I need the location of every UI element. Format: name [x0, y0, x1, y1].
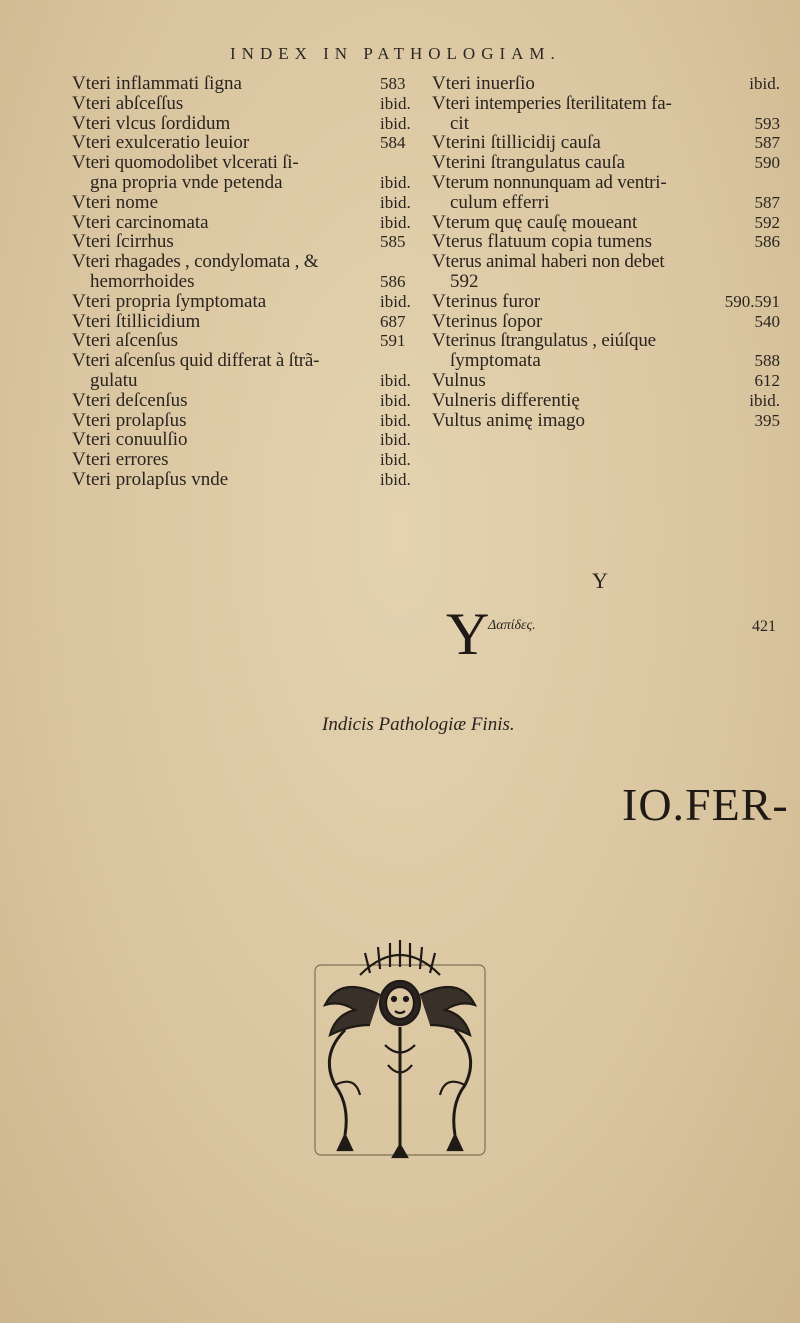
index-entry: Vteri quomodolibet vlcerati ſi-	[72, 152, 299, 174]
index-entry: Vteri exulceratio leuior 584	[72, 132, 406, 154]
index-entry: Vteri aſcenſus quid differat à ſtrã-	[72, 350, 320, 372]
index-entry: Vteri propria ſymptomata ibid.	[72, 290, 411, 312]
index-entry: Vterini ſtillicidij cauſa 587	[432, 132, 780, 154]
drop-initial: Y	[446, 601, 490, 667]
index-entry: Vteri ſcirrhus 585	[72, 231, 406, 253]
greek-entry-page: 421	[752, 618, 776, 635]
index-entry: Vterus animal haberi non debet	[432, 251, 665, 273]
index-entry: hemorrhoides 586	[90, 270, 406, 292]
index-entry: Vteri conuulſio ibid.	[72, 429, 411, 451]
index-entry: Vteri abſceſſus ibid.	[72, 92, 411, 114]
index-entry: Vultus animę imago 395	[432, 409, 780, 431]
index-entry: ſymptomata 588	[450, 350, 780, 372]
index-entry: Vterum nonnunquam ad ventri-	[432, 171, 667, 193]
index-entry: Vteri prolapſus vnde ibid.	[72, 468, 411, 490]
index-entry: Vteri prolapſus ibid.	[72, 409, 411, 431]
index-entry: Vteri errores ibid.	[72, 449, 411, 471]
index-entry: cit 593	[450, 112, 780, 134]
index-entry: Vteri carcinomata ibid.	[72, 211, 411, 233]
index-entry: Vteri intemperies ſterilitatem fa-	[432, 92, 672, 114]
index-entry: Vterinus furor 590.591	[432, 290, 780, 312]
index-entry: Vteri rhagades , condylomata , &	[72, 251, 319, 273]
index-entry: Vteri deſcenſus ibid.	[72, 389, 411, 411]
index-entry: gulatu ibid.	[90, 369, 411, 391]
woodcut-ornament-icon	[300, 935, 500, 1160]
catchword: IO.FER-	[622, 779, 789, 830]
index-entry: Vterinus ſtrangulatus , eiúſque	[432, 330, 656, 352]
index-entry: gna propria vnde petenda ibid.	[90, 171, 411, 193]
running-header: INDEX IN PATHOLOGIAM.	[230, 44, 561, 63]
index-entry: Vteri aſcenſus 591	[72, 330, 406, 352]
index-finis: Indicis Pathologiæ Finis.	[322, 714, 515, 735]
index-entry: Vteri inflammati ſigna 583	[72, 73, 406, 94]
index-column-right	[432, 74, 792, 430]
index-entry: Vulnus 612	[432, 369, 780, 391]
index-entry: Vteri nome ibid.	[72, 191, 411, 213]
index-column-left	[72, 74, 432, 490]
section-letter: Y	[592, 568, 608, 593]
index-entry: Vterum quę cauſę moueant 592	[432, 211, 780, 233]
index-entry: Vterini ſtrangulatus cauſa 590	[432, 152, 780, 174]
index-entry: Vulneris differentię ibid.	[432, 389, 780, 411]
index-entry: Vteri vlcus ſordidum ibid.	[72, 112, 411, 134]
index-entry: Vterus flatuum copia tumens 586	[432, 231, 780, 253]
index-entry: culum efferri 587	[450, 191, 780, 213]
index-entry: Vteri inuerſio ibid.	[432, 73, 780, 94]
index-entry: Vteri ſtillicidium 687	[72, 310, 406, 332]
index-entry: 592	[450, 270, 479, 292]
index-entry: Vterinus ſopor 540	[432, 310, 780, 332]
greek-index-entry: Δαπίδες.	[488, 618, 536, 633]
